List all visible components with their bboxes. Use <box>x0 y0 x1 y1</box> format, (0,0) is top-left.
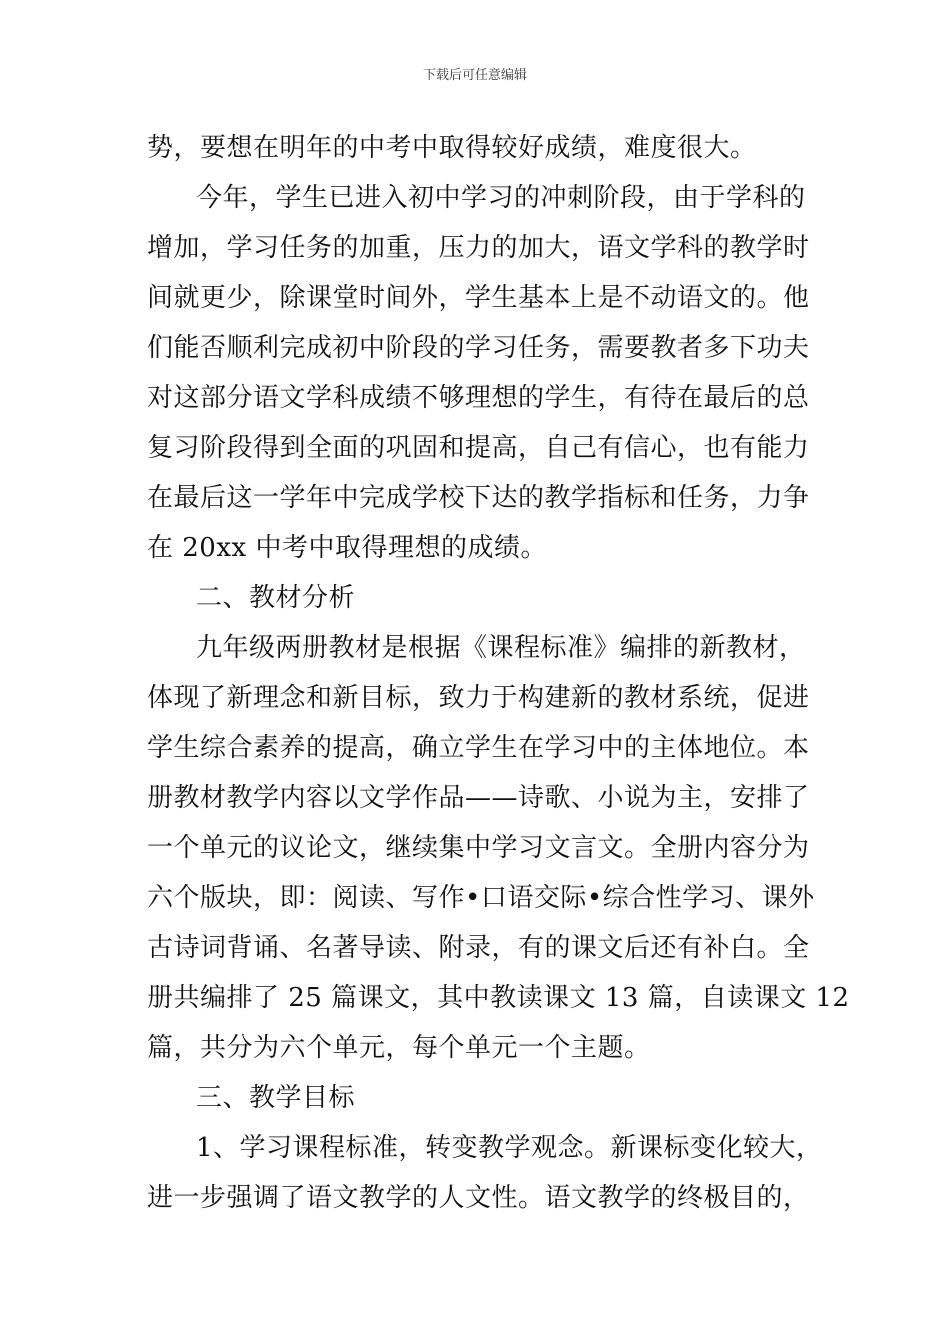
text-line: 复习阶段得到全面的巩固和提高，自己有信心，也有能力 <box>147 433 810 463</box>
text-line: 对这部分语文学科成绩不够理想的学生，有待在最后的总 <box>147 383 810 413</box>
text-line: 体现了新理念和新目标，致力于构建新的教材系统，促进 <box>147 683 810 713</box>
text-line: 册共编排了 25 篇课文，其中教读课文 13 篇，自读课文 12 <box>147 983 850 1013</box>
text-line: 册教材教学内容以文学作品——诗歌、小说为主，安排了 <box>147 783 810 813</box>
text-line: 一个单元的议论文，继续集中学习文言文。全册内容分为 <box>147 833 810 863</box>
text-line: 学生综合素养的提高，确立学生在学习中的主体地位。本 <box>147 733 810 763</box>
text-line: 势，要想在明年的中考中取得较好成绩，难度很大。 <box>147 133 757 163</box>
text-line: 增加，学习任务的加重，压力的加大，语文学科的教学时 <box>147 233 810 263</box>
section-heading: 二、教材分析 <box>196 583 356 613</box>
text-line: 在最后这一学年中完成学校下达的教学指标和任务，力争 <box>147 483 810 513</box>
paragraph-first-line: 1、学习课程标准，转变教学观念。新课标变化较大， <box>196 1133 823 1163</box>
page-header: 下载后可任意编辑 <box>422 68 527 83</box>
text-line: 六个版块，即：阅读、写作•口语交际•综合性学习、课外 <box>147 883 815 913</box>
section-heading: 三、教学目标 <box>196 1083 356 1113</box>
text-line: 间就更少，除课堂时间外，学生基本上是不动语文的。他 <box>147 283 810 313</box>
paragraph-first-line: 今年，学生已进入初中学习的冲刺阶段，由于学科的 <box>196 183 806 213</box>
text-line: 进一步强调了语文教学的人文性。语文教学的终极目的， <box>147 1183 810 1213</box>
text-line: 篇，共分为六个单元，每个单元一个主题。 <box>147 1033 651 1063</box>
text-line: 们能否顺利完成初中阶段的学习任务，需要教者多下功夫 <box>147 333 810 363</box>
paragraph-first-line: 九年级两册教材是根据《课程标准》编排的新教材， <box>196 633 806 663</box>
text-line: 在 20xx 中考中取得理想的成绩。 <box>147 533 547 563</box>
text-line: 古诗词背诵、名著导读、附录，有的课文后还有补白。全 <box>147 933 810 963</box>
